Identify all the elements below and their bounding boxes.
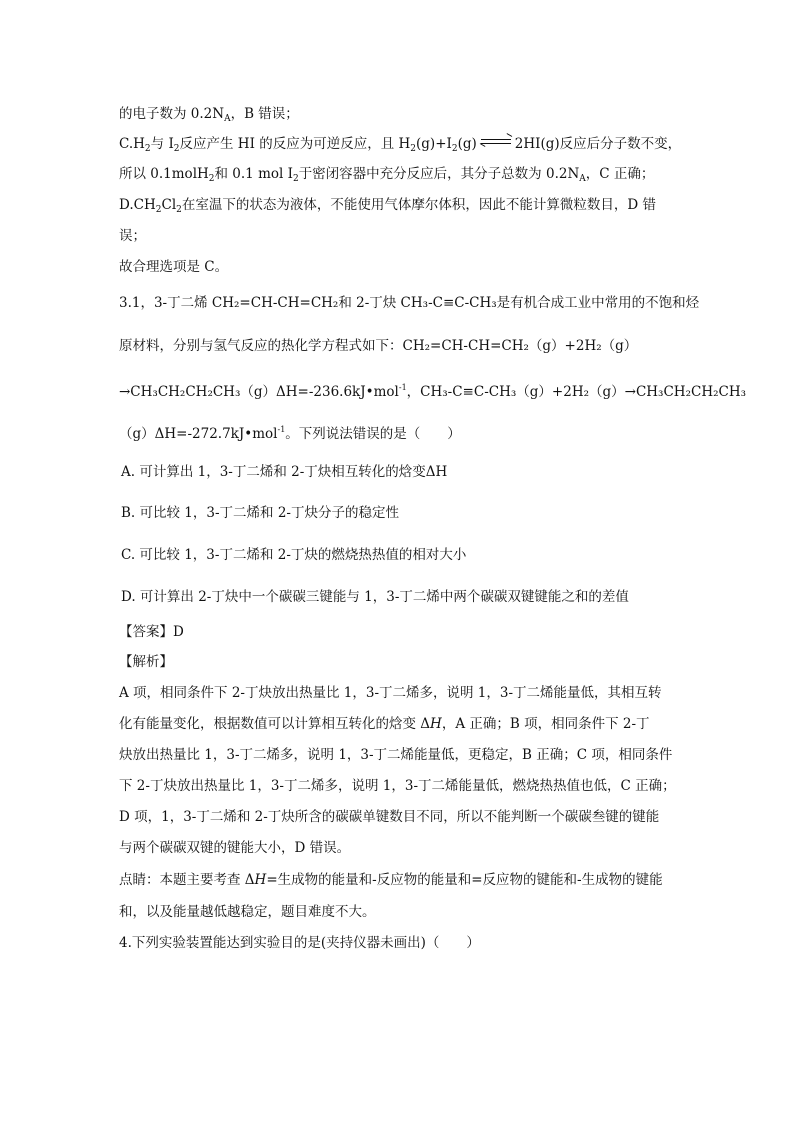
analysis-line-6: 与两个碳碳双键的键能大小，D 错误。 <box>119 840 351 856</box>
option-d: D. 可计算出 2-丁炔中一个碳碳三键能与 1，3-丁二烯中两个碳碳双键键能之和的差值 <box>121 589 629 605</box>
text-line-5: 误； <box>119 228 146 244</box>
question-3-line-1: 3.1，3-丁二烯 CH₂=CH-CH=CH₂和 2-丁炔 CH₃-C≡C-CH₃是有机合成工业中常用的不饱和烃 <box>119 295 700 311</box>
note-line-1: 点睛：本题主要考查 ΔH=生成物的能量和-反应物的能量和=反应物的键能和-生成物的键能 <box>119 872 663 888</box>
text-line-1: 的电子数为 $0.2N_A$，B 错误； <box>119 106 299 124</box>
analysis-line-1: A 项，相同条件下 2-丁炔放出热量比 1，3-丁二烯多，说明 1，3-丁二烯能量低，其相互转 <box>119 685 662 701</box>
analysis-line-5: D 项，1，3-丁二烯和 2-丁炔所含的碳碳单键数目不同，所以不能判断一个碳碳叁键的键能 <box>119 809 660 825</box>
analysis-title: 【解析】 <box>119 654 173 670</box>
analysis-line-2: 化有能量变化，根据数值可以计算相互转化的焓变 ΔH，A 正确；B 项，相同条件下 2-丁 <box>119 716 650 732</box>
note-line-2: 和，以及能量越低越稳定，题目难度不大。 <box>119 904 376 920</box>
text-line-6: 故合理选项是 C。 <box>119 259 229 275</box>
text-line-2: $C.H_2$与 $I_2$反应产生 HI 的反应为可逆反应，且 $H_2(g)+I_2(g)$ 2HI(g)反应后分子数不变， <box>119 134 681 159</box>
question-4-stem: 4.下列实验装置能达到实验目的是(夹持仪器未画出)（ ） <box>119 935 480 951</box>
option-b: B. 可比较 1，3-丁二烯和 2-丁炔分子的稳定性 <box>121 505 399 521</box>
analysis-line-4: 下 2-丁炔放出热量比 1，3-丁二烯多，说明 1，3-丁二烯能量低，燃烧热热值也低，C 正确； <box>119 778 676 794</box>
reversible-arrow-icon <box>479 136 513 148</box>
question-3-line-3: →CH₃CH₂CH₂CH₃（g）ΔH=-236.6kJ•mol$^{-1}$，CH₃-C≡C-CH₃（g）+2H₂（g）→CH₃CH₂CH₂CH₃ <box>119 383 747 400</box>
answer-label: 【答案】D <box>119 624 184 640</box>
analysis-line-3: 炔放出热量比 1，3-丁二烯多，说明 1，3-丁二烯能量低，更稳定，B 正确；C 项，相同条件 <box>119 747 673 763</box>
option-c: C. 可比较 1，3-丁二烯和 2-丁炔的燃烧热热值的相对大小 <box>121 547 467 563</box>
text-line-4: $D.CH_2Cl_2$在室温下的状态为液体，不能使用气体摩尔体积，因此不能计算微粒数目，D 错 <box>119 197 656 215</box>
text-line-3: 所以 0.1molH$_2$和 0.1 mol $I_2$于密闭容器中充分反应后，其分子总数为 $0.2N_A$，C 正确； <box>119 166 655 184</box>
question-3-line-4: （g）ΔH=-272.7kJ•mol$^{-1}$。下列说法错误的是（ ） <box>119 425 461 442</box>
option-a: A. 可计算出 1，3-丁二烯和 2-丁炔相互转化的焓变ΔH <box>121 464 448 480</box>
question-3-line-2: 原材料，分别与氢气反应的热化学方程式如下：CH₂=CH-CH=CH₂（g）+2H₂（g） <box>119 338 638 354</box>
